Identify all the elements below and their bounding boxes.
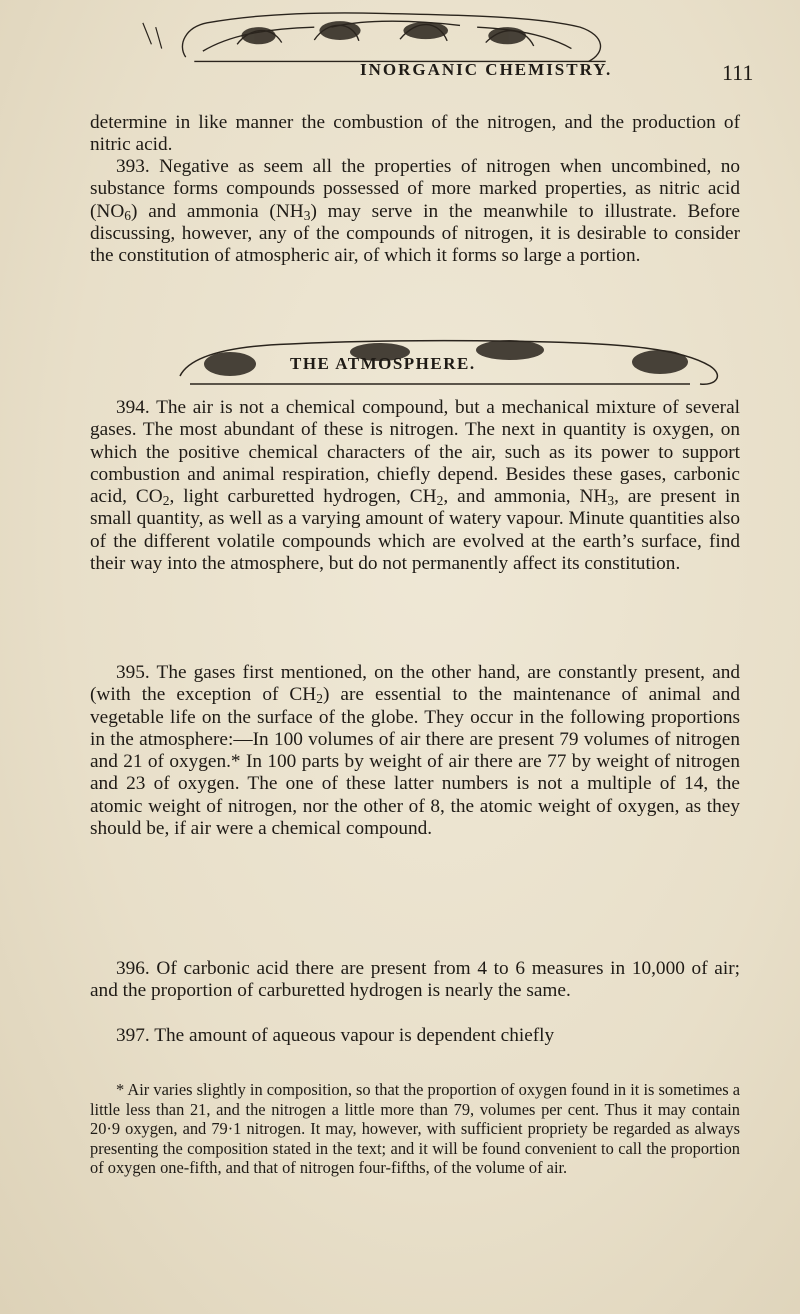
text-run: ) may serve in the meanwhile to illustrate. Before discussing, however, any of the compounds of nitrogen, it is desirable to consider the constitution of atmospheric air, of which it forms so large a portion. (90, 200, 740, 267)
text-run: , are present in small quantity, as well as a varying amount of watery vapour. Minute quantities also of the different volatile compounds which are evolved at the earth’s surface, find their way into the atmosphere, but do not permanently affect its constitution. (90, 486, 740, 575)
paragraph-397-text: 397. The amount of aqueous vapour is dependent chiefly (116, 1025, 555, 1046)
text-run: 395. The gases first mentioned, on the other hand, are constantly present, and (with the exception of CH (90, 662, 740, 706)
text-run: ) are essential to the maintenance of animal and vegetable life on the surface of the globe. They occur in the following proportions in the atmosphere:—In 100 volumes of air there are present 79 volumes of nitrogen and 21 of oxygen.* In 100 parts by weight of air there are 77 by weight of nitrogen and 23 of oxygen. The one of these latter numbers is not a multiple of 14, the atomic weight of nitrogen, nor the other of 8, the atomic weight of oxygen, as they should be, if air were a chemical compound. (90, 684, 740, 840)
text-run: 394. The air is not a chemical compound, but a mechanical mixture of several gases. The most abundant of these is nitrogen. The next in quantity is oxygen, on which the positive chemical characters of the air, such as its power to support combustion and animal respiration, chiefly depend. Besides these gases, carbonic acid, CO (90, 397, 740, 508)
paragraph-394-text (90, 397, 740, 575)
section-title: THE ATMOSPHERE. (290, 354, 476, 373)
section-heading (90, 346, 740, 386)
paragraph-393-text (90, 156, 740, 267)
text-run: 393. Negative as seem all the properties of nitrogen when uncombined, no substance forms compounds possessed of more marked properties, as nitric acid (NO (90, 156, 740, 222)
running-title: INORGANIC CHEMISTRY. (360, 60, 613, 79)
text-run: , and ammonia, NH (443, 486, 608, 508)
top-paragraph (90, 112, 740, 157)
subscript: 2 (162, 493, 170, 509)
page-number: 111 (722, 60, 754, 85)
page-header (0, 0, 800, 95)
subscript: 3 (607, 493, 615, 509)
subscript: 3 (303, 207, 311, 223)
subscript: 2 (436, 493, 444, 509)
paragraph-393 (90, 156, 740, 267)
paragraph-394 (90, 397, 740, 575)
paragraph-397 (90, 1025, 740, 1047)
footnote (90, 1080, 740, 1178)
paragraph-396 (90, 958, 740, 1003)
paragraph-396-text: 396. Of carbonic acid there are present from 4 to 6 measures in 10,000 of air; and the proportion of carburetted hydrogen is nearly the same. (90, 958, 740, 1002)
subscript: 6 (124, 207, 132, 223)
paragraph-395 (90, 662, 740, 840)
continuation-paragraph: determine in like manner the combustion of the nitrogen, and the production of nitric acid. (90, 112, 740, 156)
subscript: 2 (316, 691, 323, 707)
paragraph-395-text (90, 662, 740, 840)
text-run: , light carburetted hydrogen, CH (169, 486, 437, 508)
footnote-text: * Air varies slightly in composition, so that the proportion of oxygen found in it is sometimes a little less than 21, and the nitrogen a little more than 79, volumes per cent. Thus it may contain 20·9 oxygen, and 79·1 nitrogen. It may, however, with sufficient propriety be regarded as always presenting the composition stated in the text; and it will be found convenient to call the proportion of oxygen one-fifth, and that of nitrogen four-fifths, of the volume of air. (90, 1080, 740, 1177)
text-run: ) and ammonia (NH (131, 200, 304, 222)
